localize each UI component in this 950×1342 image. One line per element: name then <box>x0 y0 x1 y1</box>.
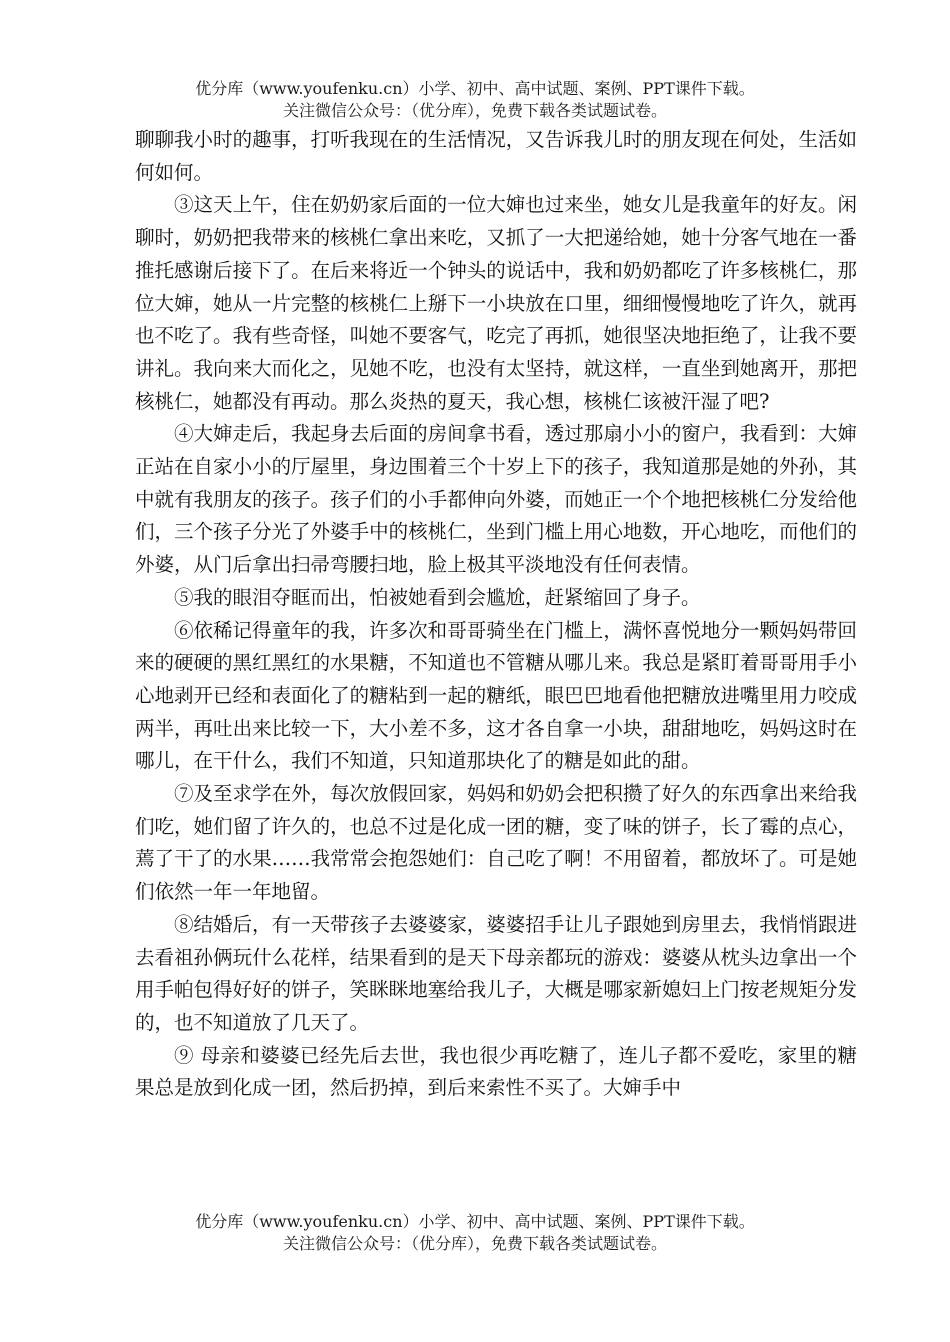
paragraph-9: ⑨ 母亲和婆婆已经先后去世，我也很少再吃糖了，连儿子都不爱吃，家里的糖果总是放到化成一团，然后扔掉，到后来索性不买了。大婶手中 <box>135 1043 857 1100</box>
paragraph-3: ③这天上午，住在奶奶家后面的一位大婶也过来坐，她女儿是我童年的好友。闲聊时，奶奶把我带来的核桃仁拿出来吃，又抓了一大把递给她，她十分客气地在一番推托感谢后接下了。在后来将近一个钟头的说话中，我和奶奶都吃了许多核桃仁，那位大婶，她从一片完整的核桃仁上掰下一小块放在口里，细细慢慢地吃了许久，就再也不吃了。我有些奇怪，叫她不要客气，吃完了再抓，她很坚决地拒绝了，让我不要讲礼。我向来大而化之，见她不吃，也没有太坚持，就这样，一直坐到她离开，那把核桃仁，她都没有再动。那么炎热的夏天，我心想，核桃仁该被汗湿了吧? <box>135 193 857 413</box>
header-line-2: 关注微信公众号：（优分库），免费下载各类试题试卷。 <box>282 101 667 120</box>
paragraph-8: ⑧结婚后，有一天带孩子去婆婆家，婆婆招手让儿子跟她到房里去，我悄悄跟进去看祖孙俩玩什么花样，结果看到的是天下母亲都玩的游戏：婆婆从枕头边拿出一个用手帕包得好好的饼子，笑眯眯地塞给我儿子，大概是哪家新媳妇上门按老规矩分发的，也不知道放了几天了。 <box>135 912 857 1034</box>
page-header <box>0 78 950 122</box>
article-body <box>135 124 857 1105</box>
header-line-1: 优分库（www.youfenku.cn）小学、初中、高中试题、案例、PPT课件下载。 <box>195 79 755 98</box>
paragraph-4: ④大婶走后，我起身去后面的房间拿书看，透过那扇小小的窗户，我看到：大婶正站在自家小小的厅屋里，身边围着三个十岁上下的孩子，我知道那是她的外孙，其中就有我朋友的孩子。孩子们的小手都伸向外婆，而她正一个个地把核桃仁分发给他们，三个孩子分光了外婆手中的核桃仁，坐到门槛上用心地数，开心地吃，而他们的外婆，从门后拿出扫帚弯腰扫地，脸上极其平淡地没有任何表情。 <box>135 422 857 577</box>
paragraph-6: ⑥依稀记得童年的我，许多次和哥哥骑坐在门槛上，满怀喜悦地分一颗妈妈带回来的硬硬的黑红黑红的水果糖，不知道也不管糖从哪儿来。我总是紧盯着哥哥用手小心地剥开已经和表面化了的糖粘到一起的糖纸，眼巴巴地看他把糖放进嘴里用力咬成两半，再吐出来比较一下，大小差不多，这才各自拿一小块，甜甜地吃，妈妈这时在哪儿，在干什么，我们不知道，只知道那块化了的糖是如此的甜。 <box>135 618 857 773</box>
footer-line-1: 优分库（www.youfenku.cn）小学、初中、高中试题、案例、PPT课件下载。 <box>195 1212 755 1231</box>
footer-line-2: 关注微信公众号：（优分库），免费下载各类试题试卷。 <box>282 1234 667 1253</box>
paragraph-continued: 聊聊我小时的趣事，打听我现在的生活情况，又告诉我儿时的朋友现在何处，生活如何如何。 <box>135 128 857 184</box>
paragraph-7: ⑦及至求学在外，每次放假回家，妈妈和奶奶会把积攒了好久的东西拿出来给我们吃，她们留了许久的，也总不过是化成一团的糖，变了味的饼子，长了霉的点心，蔫了干了的水果……我常常会抱怨她们：自己吃了啊！不用留着，都放坏了。可是她们依然一年一年地留。 <box>135 782 857 904</box>
page-footer <box>0 1211 950 1255</box>
paragraph-5: ⑤我的眼泪夺眶而出，怕被她看到会尴尬，赶紧缩回了身子。 <box>174 585 701 609</box>
